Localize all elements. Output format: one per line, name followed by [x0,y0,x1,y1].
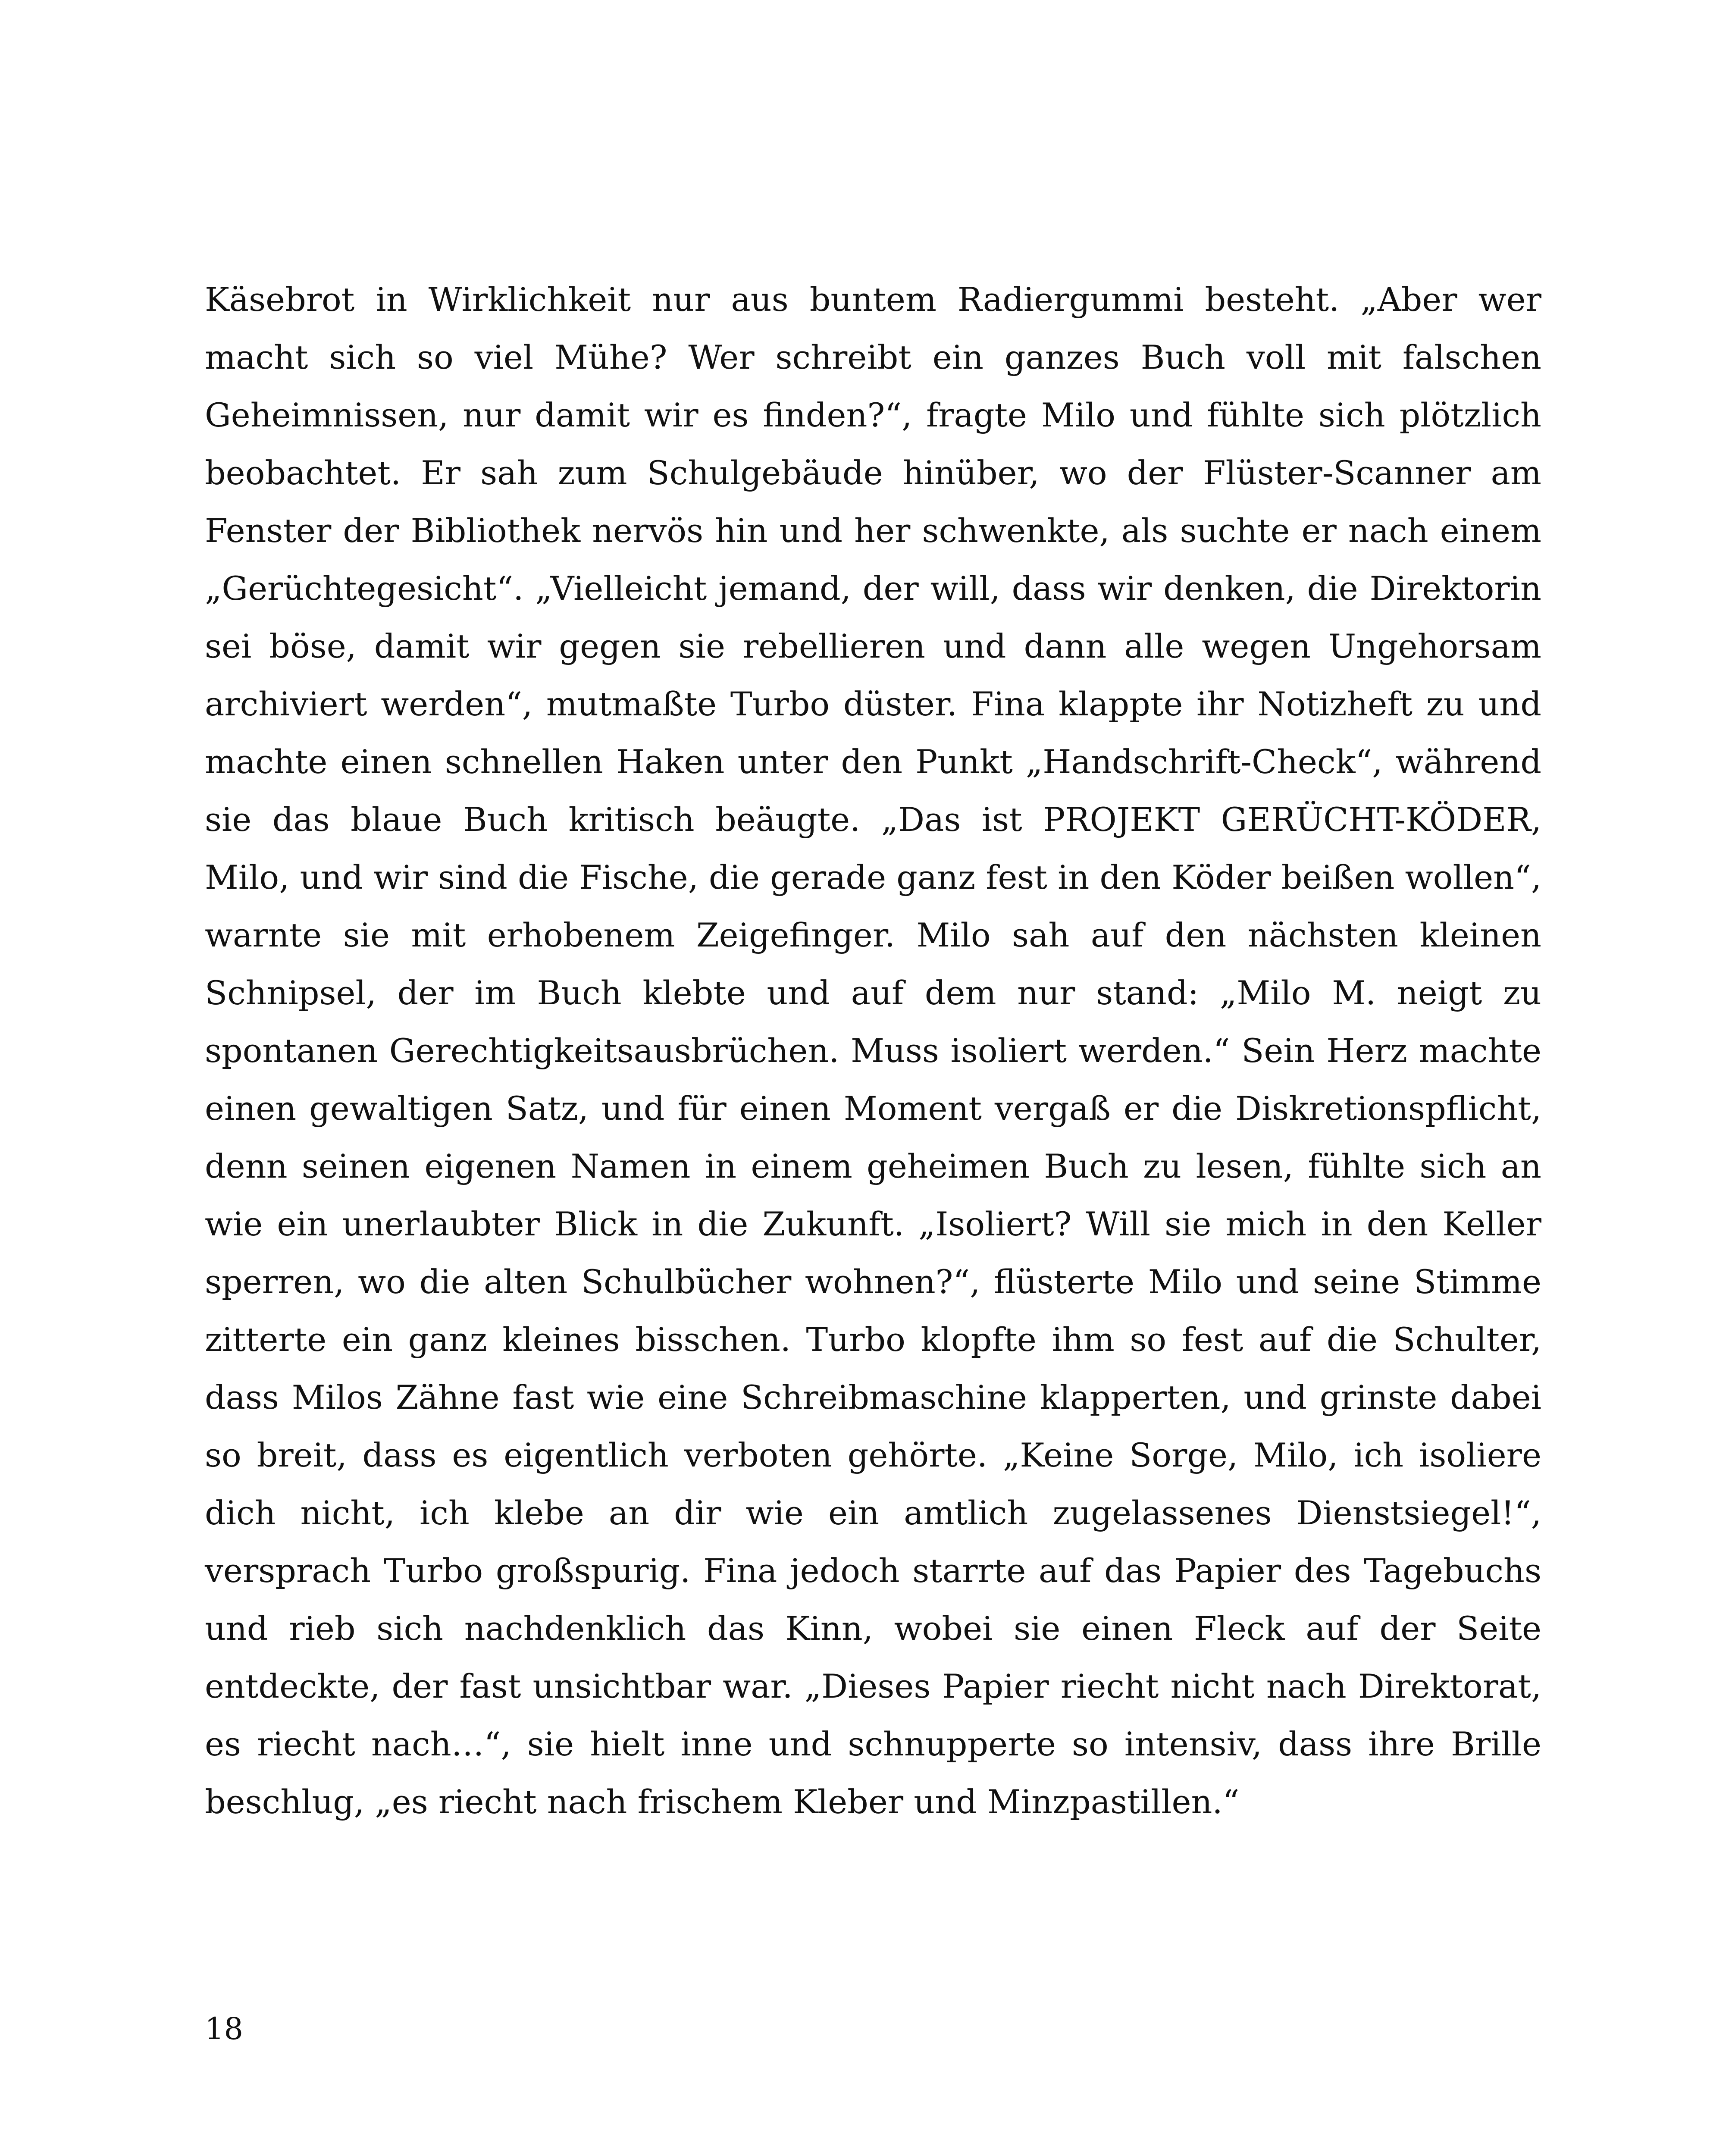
body-paragraph: Käsebrot in Wirklichkeit nur aus buntem Radiergummi besteht. „Aber wer macht sich so viel Mühe? Wer schreibt ein ganzes Buch voll mit falschen Geheimnissen, nur damit wir es finden?“, fragte Milo und fühlte sich plötzlich beobachtet. Er sah zum Schulgebäude hinüber, wo der Flüster-Scanner am Fenster der Bibliothek nervös hin und her schwenkte, als suchte er nach einem „Gerüchtegesicht“. „Vielleicht jemand, der will, dass wir denken, die Direktorin sei böse, damit wir gegen sie rebellieren und dann alle wegen Ungehorsam archiviert werden“, mutmaßte Turbo düster. Fina klappte ihr Notizheft zu und machte einen schnellen Haken unter den Punkt „Handschrift-Check“, während sie das blaue Buch kritisch beäugte. „Das ist PROJEKT GERÜCHT-KÖDER, Milo, und wir sind die Fische, die gerade ganz fest in den Köder beißen wollen“, warnte sie mit erhobenem Zeigefinger. Milo sah auf den nächsten kleinen Schnipsel, der im Buch klebte und auf dem nur stand: „Milo M. neigt zu spontanen Gerechtigkeitsausbrüchen. Muss isoliert werden.“ Sein Herz machte einen gewaltigen Satz, und für einen Moment vergaß er die Diskretionspflicht, denn seinen eigenen Namen in einem geheimen Buch zu lesen, fühlte sich an wie ein unerlaubter Blick in die Zukunft. „Isoliert? Will sie mich in den Keller sperren, wo die alten Schulbücher wohnen?“, flüsterte Milo und seine Stimme zitterte ein ganz kleines bisschen. Turbo klopfte ihm so fest auf die Schulter, dass Milos Zähne fast wie eine Schreibmaschine klapperten, und grinste dabei so breit, dass es eigentlich verboten gehörte. „Keine Sorge, Milo, ich isoliere dich nicht, ich klebe an dir wie ein amtlich zugelassenes Dienstsiegel!“, versprach Turbo großspurig. Fina jedoch starrte auf das Papier des Tagebuchs und rieb sich nachdenklich das Kinn, wobei sie einen Fleck auf der Seite entdeckte, der fast unsichtbar war. „Dieses Papier riecht nicht nach Direktorat, es riecht nach…“, sie hielt inne und schnupperte so intensiv, dass ihre Brille beschlug, „es riecht nach frischem Kleber und Minzpastillen.“ [205,280,1542,1821]
page-number: 18 [205,2011,244,2046]
